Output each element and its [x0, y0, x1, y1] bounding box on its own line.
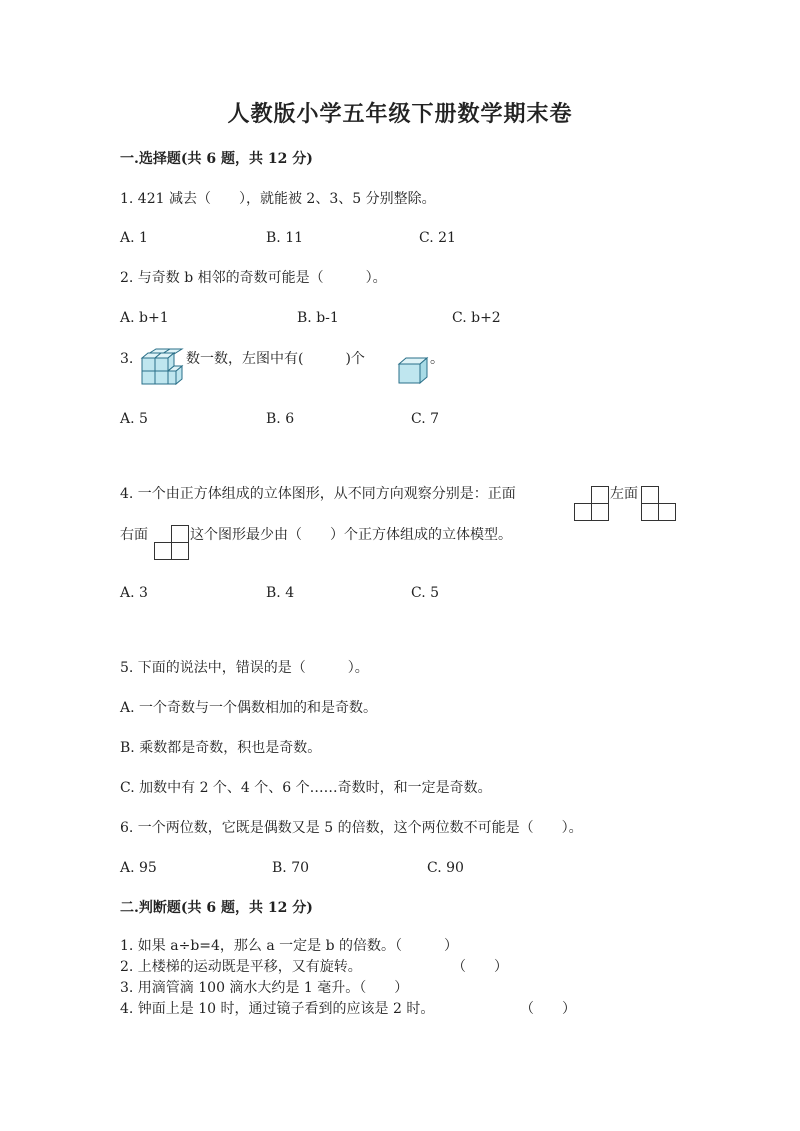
question-6-option-a[interactable]: A. 95	[120, 860, 157, 876]
question-5-option-b[interactable]: B. 乘数都是奇数，积也是奇数。	[120, 740, 322, 756]
judgement-item-3: 3. 用滴管滴 100 滴水大约是 1 毫升。（ ）	[120, 980, 409, 996]
question-2-option-b[interactable]: B. b-1	[297, 310, 339, 326]
question-1-option-c[interactable]: C. 21	[419, 230, 456, 246]
judgement-item-2: 2. 上楼梯的运动既是平移，又有旋转。	[120, 959, 362, 975]
judgement-item-4-blank[interactable]: （ ）	[520, 1001, 576, 1017]
question-4-left-label: 左面	[610, 486, 638, 502]
judgement-item-2-blank[interactable]: （ ）	[452, 959, 508, 975]
right-view-grid	[153, 524, 191, 562]
question-3-option-a[interactable]: A. 5	[120, 411, 148, 427]
question-2-option-c[interactable]: C. b+2	[452, 310, 501, 326]
section-heading-choice: 一.选择题(共 6 题，共 12 分)	[120, 151, 313, 167]
judgement-item-1: 1. 如果 a÷b=4，那么 a 一定是 b 的倍数。（ ）	[120, 938, 459, 954]
question-4-line2: 这个图形最少由（ ）个正方体组成的立体模型。	[190, 527, 512, 543]
question-5-option-c[interactable]: C. 加数中有 2 个、4 个、6 个……奇数时，和一定是奇数。	[120, 780, 492, 796]
question-2-option-a[interactable]: A. b+1	[120, 310, 169, 326]
question-6-stem: 6. 一个两位数，它既是偶数又是 5 的倍数，这个两位数不可能是（ ）。	[120, 820, 583, 836]
question-5-option-a[interactable]: A. 一个奇数与一个偶数相加的和是奇数。	[120, 700, 378, 716]
question-2-stem: 2. 与奇数 b 相邻的奇数可能是（ ）。	[120, 270, 387, 286]
question-3-option-c[interactable]: C. 7	[411, 411, 440, 427]
left-view-grid	[640, 485, 678, 523]
question-1-option-b[interactable]: B. 11	[266, 230, 304, 246]
question-4-option-c[interactable]: C. 5	[411, 585, 440, 601]
question-4-right-label: 右面	[120, 527, 148, 543]
judgement-item-4: 4. 钟面上是 10 时，通过镜子看到的应该是 2 时。	[120, 1001, 435, 1017]
front-view-grid	[573, 485, 611, 523]
question-1-option-a[interactable]: A. 1	[120, 230, 148, 246]
question-4-line1: 4. 一个由正方体组成的立体图形，从不同方向观察分别是：正面	[120, 486, 516, 502]
section-heading-judgement: 二.判断题(共 6 题，共 12 分)	[120, 900, 313, 916]
question-6-option-c[interactable]: C. 90	[427, 860, 464, 876]
page-title: 人教版小学五年级下册数学期末卷	[227, 101, 573, 127]
question-3-end: 。	[430, 351, 444, 367]
question-6-option-b[interactable]: B. 70	[272, 860, 310, 876]
cube-stack-figure	[138, 348, 186, 388]
question-4-option-b[interactable]: B. 4	[266, 585, 295, 601]
question-3-number: 3.	[120, 351, 134, 367]
question-5-stem: 5. 下面的说法中，错误的是（ ）。	[120, 660, 369, 676]
question-1-stem: 1. 421 减去（ ），就能被 2、3、5 分别整除。	[120, 191, 436, 207]
question-4-option-a[interactable]: A. 3	[120, 585, 148, 601]
single-cube-icon	[396, 356, 432, 386]
question-3-option-b[interactable]: B. 6	[266, 411, 295, 427]
question-3-text: 数一数，左图中有( )个	[186, 351, 365, 367]
